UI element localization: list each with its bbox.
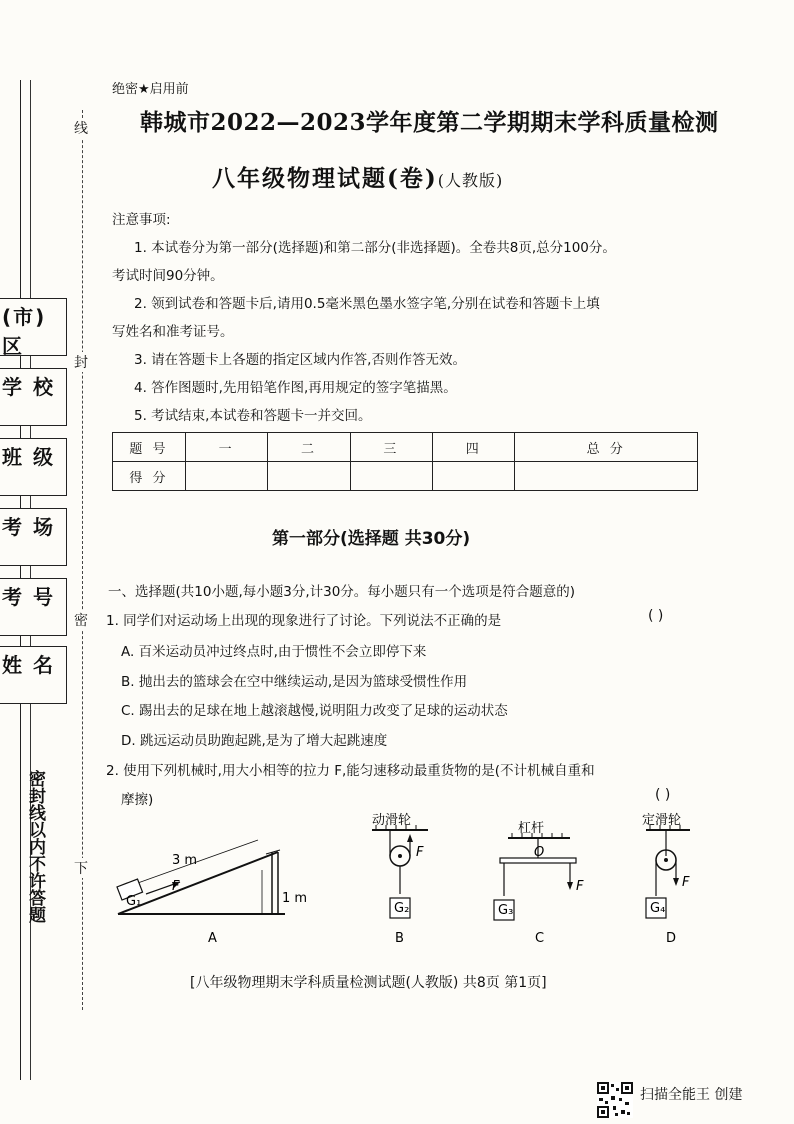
part-title: 第一部分(选择题 共30分) bbox=[272, 529, 471, 549]
machines-figure bbox=[110, 810, 710, 950]
instructions-heading: 注意事项: bbox=[112, 212, 171, 228]
option-c: C. 踢出去的足球在地上越滚越慢,说明阻力改变了足球的运动状态 bbox=[121, 703, 508, 719]
table-cell: 四 bbox=[433, 433, 515, 462]
exam-title: 韩城市2022—2023学年度第二学期期末学科质量检测 bbox=[140, 109, 719, 136]
qr-code-icon bbox=[597, 1082, 633, 1118]
school-field[interactable]: 学 校 bbox=[0, 368, 67, 426]
table-cell: 三 bbox=[350, 433, 432, 462]
score-table bbox=[112, 432, 698, 491]
figure-b-weight: G₂ bbox=[394, 901, 410, 916]
section-heading: 一、选择题(共10小题,每小题3分,计30分。每小题只有一个选项是符合题意的) bbox=[108, 584, 576, 600]
page-footer: [八年级物理期末学科质量检测试题(人教版) 共8页 第1页] bbox=[190, 975, 547, 991]
question-2-stem: 2. 使用下列机械时,用大小相等的拉力 F,能匀速移动最重货物的是(不计机械自重和 bbox=[106, 763, 595, 779]
score-input-cell[interactable] bbox=[268, 462, 350, 491]
scanner-watermark: 扫描全能王 创建 bbox=[640, 1087, 743, 1103]
figure-a-label: A bbox=[208, 931, 217, 946]
instructions bbox=[112, 206, 712, 430]
answer-paren[interactable]: ( ) bbox=[655, 787, 671, 803]
figure-c-title: 杠杆 bbox=[518, 821, 545, 836]
answer-paren[interactable]: ( ) bbox=[648, 608, 664, 624]
class-field[interactable]: 班 级 bbox=[0, 438, 67, 496]
table-cell: 得 分 bbox=[113, 462, 186, 491]
name-field[interactable]: 姓 名 bbox=[0, 646, 67, 704]
figure-b-title: 动滑轮 bbox=[372, 813, 412, 828]
table-cell: 题 号 bbox=[113, 433, 186, 462]
figure-c-pivot: O bbox=[534, 845, 545, 860]
instruction-item: 3. 请在答题卡上各题的指定区域内作答,否则作答无效。 bbox=[134, 352, 466, 368]
figure-a-weight: G₁ bbox=[126, 894, 142, 909]
secret-mark: 绝密★启用前 bbox=[112, 82, 189, 97]
seal-warning: 密封线以内不许答题 bbox=[25, 770, 45, 923]
figure-d-label: D bbox=[666, 931, 677, 946]
figure-a-length: 3 m bbox=[172, 853, 198, 868]
instruction-item: 4. 答作图题时,先用铅笔作图,再用规定的签字笔描黑。 bbox=[134, 380, 457, 396]
instruction-item: 1. 本试卷分为第一部分(选择题)和第二部分(非选择题)。全卷共8页,总分100分。 bbox=[134, 240, 616, 256]
table-row bbox=[113, 433, 698, 462]
table-cell: 二 bbox=[268, 433, 350, 462]
subject-title: 八年级物理试题(卷) bbox=[212, 165, 438, 192]
instruction-item: 写姓名和准考证号。 bbox=[112, 324, 234, 340]
figure-d-weight: G₄ bbox=[650, 901, 666, 916]
figure-a-incline bbox=[117, 840, 285, 914]
instruction-item: 5. 考试结束,本试卷和答题卡一并交回。 bbox=[134, 408, 372, 424]
table-cell: 一 bbox=[186, 433, 268, 462]
exam-number-field[interactable]: 考 号 bbox=[0, 578, 67, 636]
exam-room-field[interactable]: 考 场 bbox=[0, 508, 67, 566]
option-d: D. 跳远运动员助跑起跳,是为了增大起跳速度 bbox=[121, 733, 388, 749]
instruction-item: 考试时间90分钟。 bbox=[112, 268, 224, 284]
figure-c-force: F bbox=[576, 879, 584, 894]
score-input-cell[interactable] bbox=[186, 462, 268, 491]
score-input-cell[interactable] bbox=[350, 462, 432, 491]
option-a: A. 百米运动员冲过终点时,由于惯性不会立即停下来 bbox=[121, 644, 427, 660]
score-input-cell[interactable] bbox=[433, 462, 515, 491]
figure-b-label: B bbox=[395, 931, 404, 946]
district-field[interactable]: (市)区 bbox=[0, 298, 67, 356]
question-2-stem-cont: 摩擦) bbox=[121, 792, 154, 808]
seal-char: 下 bbox=[74, 858, 88, 878]
instruction-item: 2. 领到试卷和答题卡后,请用0.5毫米黑色墨水签字笔,分别在试卷和答题卡上填 bbox=[134, 296, 600, 312]
figure-a-height: 1 m bbox=[282, 891, 308, 906]
figure-c-weight: G₃ bbox=[498, 903, 514, 918]
figure-c-label: C bbox=[535, 931, 545, 946]
edition-label: (人教版) bbox=[437, 171, 504, 190]
figure-d-force: F bbox=[682, 875, 690, 890]
question-1-stem: 1. 同学们对运动场上出现的现象进行了讨论。下列说法不正确的是 bbox=[106, 613, 502, 629]
score-input-cell[interactable] bbox=[515, 462, 698, 491]
figure-a-force: F bbox=[172, 879, 180, 894]
seal-char: 线 bbox=[74, 118, 88, 138]
option-b: B. 抛出去的篮球会在空中继续运动,是因为篮球受惯性作用 bbox=[121, 674, 468, 690]
figure-b-force: F bbox=[416, 845, 424, 860]
exam-subtitle bbox=[212, 160, 503, 193]
table-row bbox=[113, 462, 698, 491]
figure-d-title: 定滑轮 bbox=[642, 813, 682, 828]
table-cell: 总 分 bbox=[515, 433, 698, 462]
seal-char: 密 bbox=[74, 610, 88, 630]
seal-char: 封 bbox=[74, 352, 88, 372]
